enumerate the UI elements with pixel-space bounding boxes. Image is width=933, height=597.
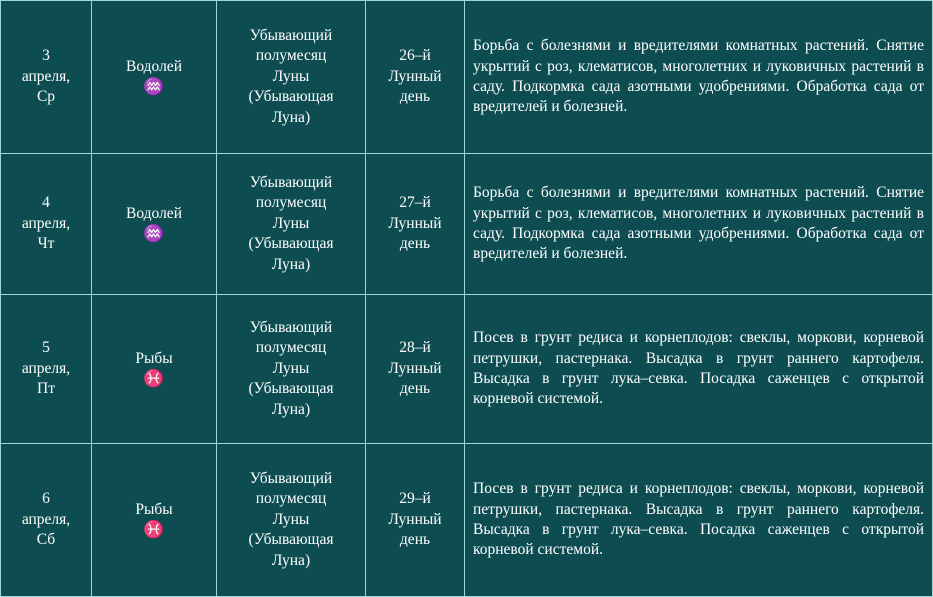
lunar-day-number: 29–й [399, 490, 431, 508]
lunar-day-label-1: Лунный [388, 214, 442, 232]
moon-phase-cell [217, 154, 366, 295]
zodiac-sign-name: Водолей [126, 57, 182, 75]
table-row [1, 444, 933, 597]
moon-phase-line-3: Луны [272, 214, 310, 232]
moon-phase-line-1: Убывающий [249, 469, 333, 487]
recommendation-cell [465, 1, 933, 154]
moon-phase-cell [217, 1, 366, 154]
recommendation-cell [465, 154, 933, 295]
date-cell [1, 154, 92, 295]
zodiac-sign-cell [92, 295, 217, 444]
moon-phase-line-4: (Убывающая [248, 380, 334, 398]
zodiac-sign-name: Водолей [126, 204, 182, 222]
recommendation-text: Борьба с болезнями и вредителями комнатных растений. Снятие укрытий с роз, клематисов, многолетних и луковичных растений в саду. Подкормка сада азотными удобрениями. Обработка сада от вредителей и болезней. [473, 184, 924, 263]
date-cell [1, 444, 92, 597]
zodiac-sign-name: Рыбы [135, 500, 173, 518]
moon-phase-line-4: (Убывающая [248, 235, 334, 253]
date-day: 6 [42, 490, 50, 508]
lunar-day-number: 28–й [399, 339, 431, 357]
zodiac-sign-cell [92, 154, 217, 295]
pisces-icon: ♓ [143, 369, 165, 389]
date-weekday: Чт [37, 235, 55, 253]
lunar-day-cell [366, 444, 465, 597]
moon-phase-line-2: полумесяц [255, 194, 327, 212]
date-month: апреля, [21, 67, 71, 85]
recommendation-text: Посев в грунт редиса и корнеплодов: свеклы, моркови, корневой петрушки, пастернака. Высадка в грунт раннего картофеля. Высадка в грунт лука–севка. Посадка саженцев с открытой корневой системой. [473, 329, 924, 408]
recommendation-cell [465, 444, 933, 597]
moon-phase-line-1: Убывающий [249, 318, 333, 336]
date-cell [1, 295, 92, 444]
lunar-day-label-2: день [399, 235, 431, 253]
moon-phase-line-2: полумесяц [255, 490, 327, 508]
date-weekday: Ср [36, 88, 56, 106]
date-day: 5 [42, 339, 50, 357]
lunar-day-label-2: день [399, 531, 431, 549]
lunar-day-cell [366, 154, 465, 295]
moon-phase-line-2: полумесяц [255, 47, 327, 65]
lunar-day-label-1: Лунный [388, 67, 442, 85]
date-day: 3 [42, 47, 50, 65]
moon-phase-line-3: Луны [272, 67, 310, 85]
moon-phase-cell [217, 295, 366, 444]
lunar-day-label-2: день [399, 380, 431, 398]
pisces-icon: ♓ [143, 520, 165, 540]
zodiac-sign-cell [92, 444, 217, 597]
zodiac-sign-cell [92, 1, 217, 154]
moon-phase-cell [217, 444, 366, 597]
lunar-day-number: 26–й [399, 47, 431, 65]
lunar-day-cell [366, 1, 465, 154]
moon-phase-line-4: (Убывающая [248, 531, 334, 549]
moon-phase-line-2: полумесяц [255, 339, 327, 357]
aquarius-icon: ♒ [143, 224, 165, 244]
moon-phase-line-4: (Убывающая [248, 88, 334, 106]
moon-phase-line-5: Луна) [271, 255, 311, 273]
date-month: апреля, [21, 214, 71, 232]
date-month: апреля, [21, 359, 71, 377]
moon-phase-line-5: Луна) [271, 400, 311, 418]
moon-phase-line-3: Луны [272, 510, 310, 528]
table-row [1, 295, 933, 444]
lunar-day-cell [366, 295, 465, 444]
date-cell [1, 1, 92, 154]
lunar-day-label-2: день [399, 88, 431, 106]
lunar-day-label-1: Лунный [388, 359, 442, 377]
recommendation-text: Борьба с болезнями и вредителями комнатных растений. Снятие укрытий с роз, клематисов, многолетних и луковичных растений в саду. Подкормка сада азотными удобрениями. Обработка сада от вредителей и болезней. [473, 37, 924, 116]
moon-phase-line-1: Убывающий [249, 173, 333, 191]
date-weekday: Сб [36, 531, 56, 549]
date-day: 4 [42, 194, 50, 212]
zodiac-sign-name: Рыбы [135, 349, 173, 367]
moon-phase-line-3: Луны [272, 359, 310, 377]
recommendation-cell [465, 295, 933, 444]
aquarius-icon: ♒ [143, 77, 165, 97]
moon-phase-line-5: Луна) [271, 551, 311, 569]
moon-phase-line-1: Убывающий [249, 26, 333, 44]
date-weekday: Пт [37, 380, 55, 398]
moon-phase-line-5: Луна) [271, 108, 311, 126]
table-row [1, 1, 933, 154]
date-month: апреля, [21, 510, 71, 528]
lunar-day-label-1: Лунный [388, 510, 442, 528]
recommendation-text: Посев в грунт редиса и корнеплодов: свеклы, моркови, корневой петрушки, пастернака. Высадка в грунт раннего картофеля. Высадка в грунт лука–севка. Посадка саженцев с открытой корневой системой. [473, 480, 924, 559]
lunar-day-number: 27–й [399, 194, 431, 212]
table-row [1, 154, 933, 295]
